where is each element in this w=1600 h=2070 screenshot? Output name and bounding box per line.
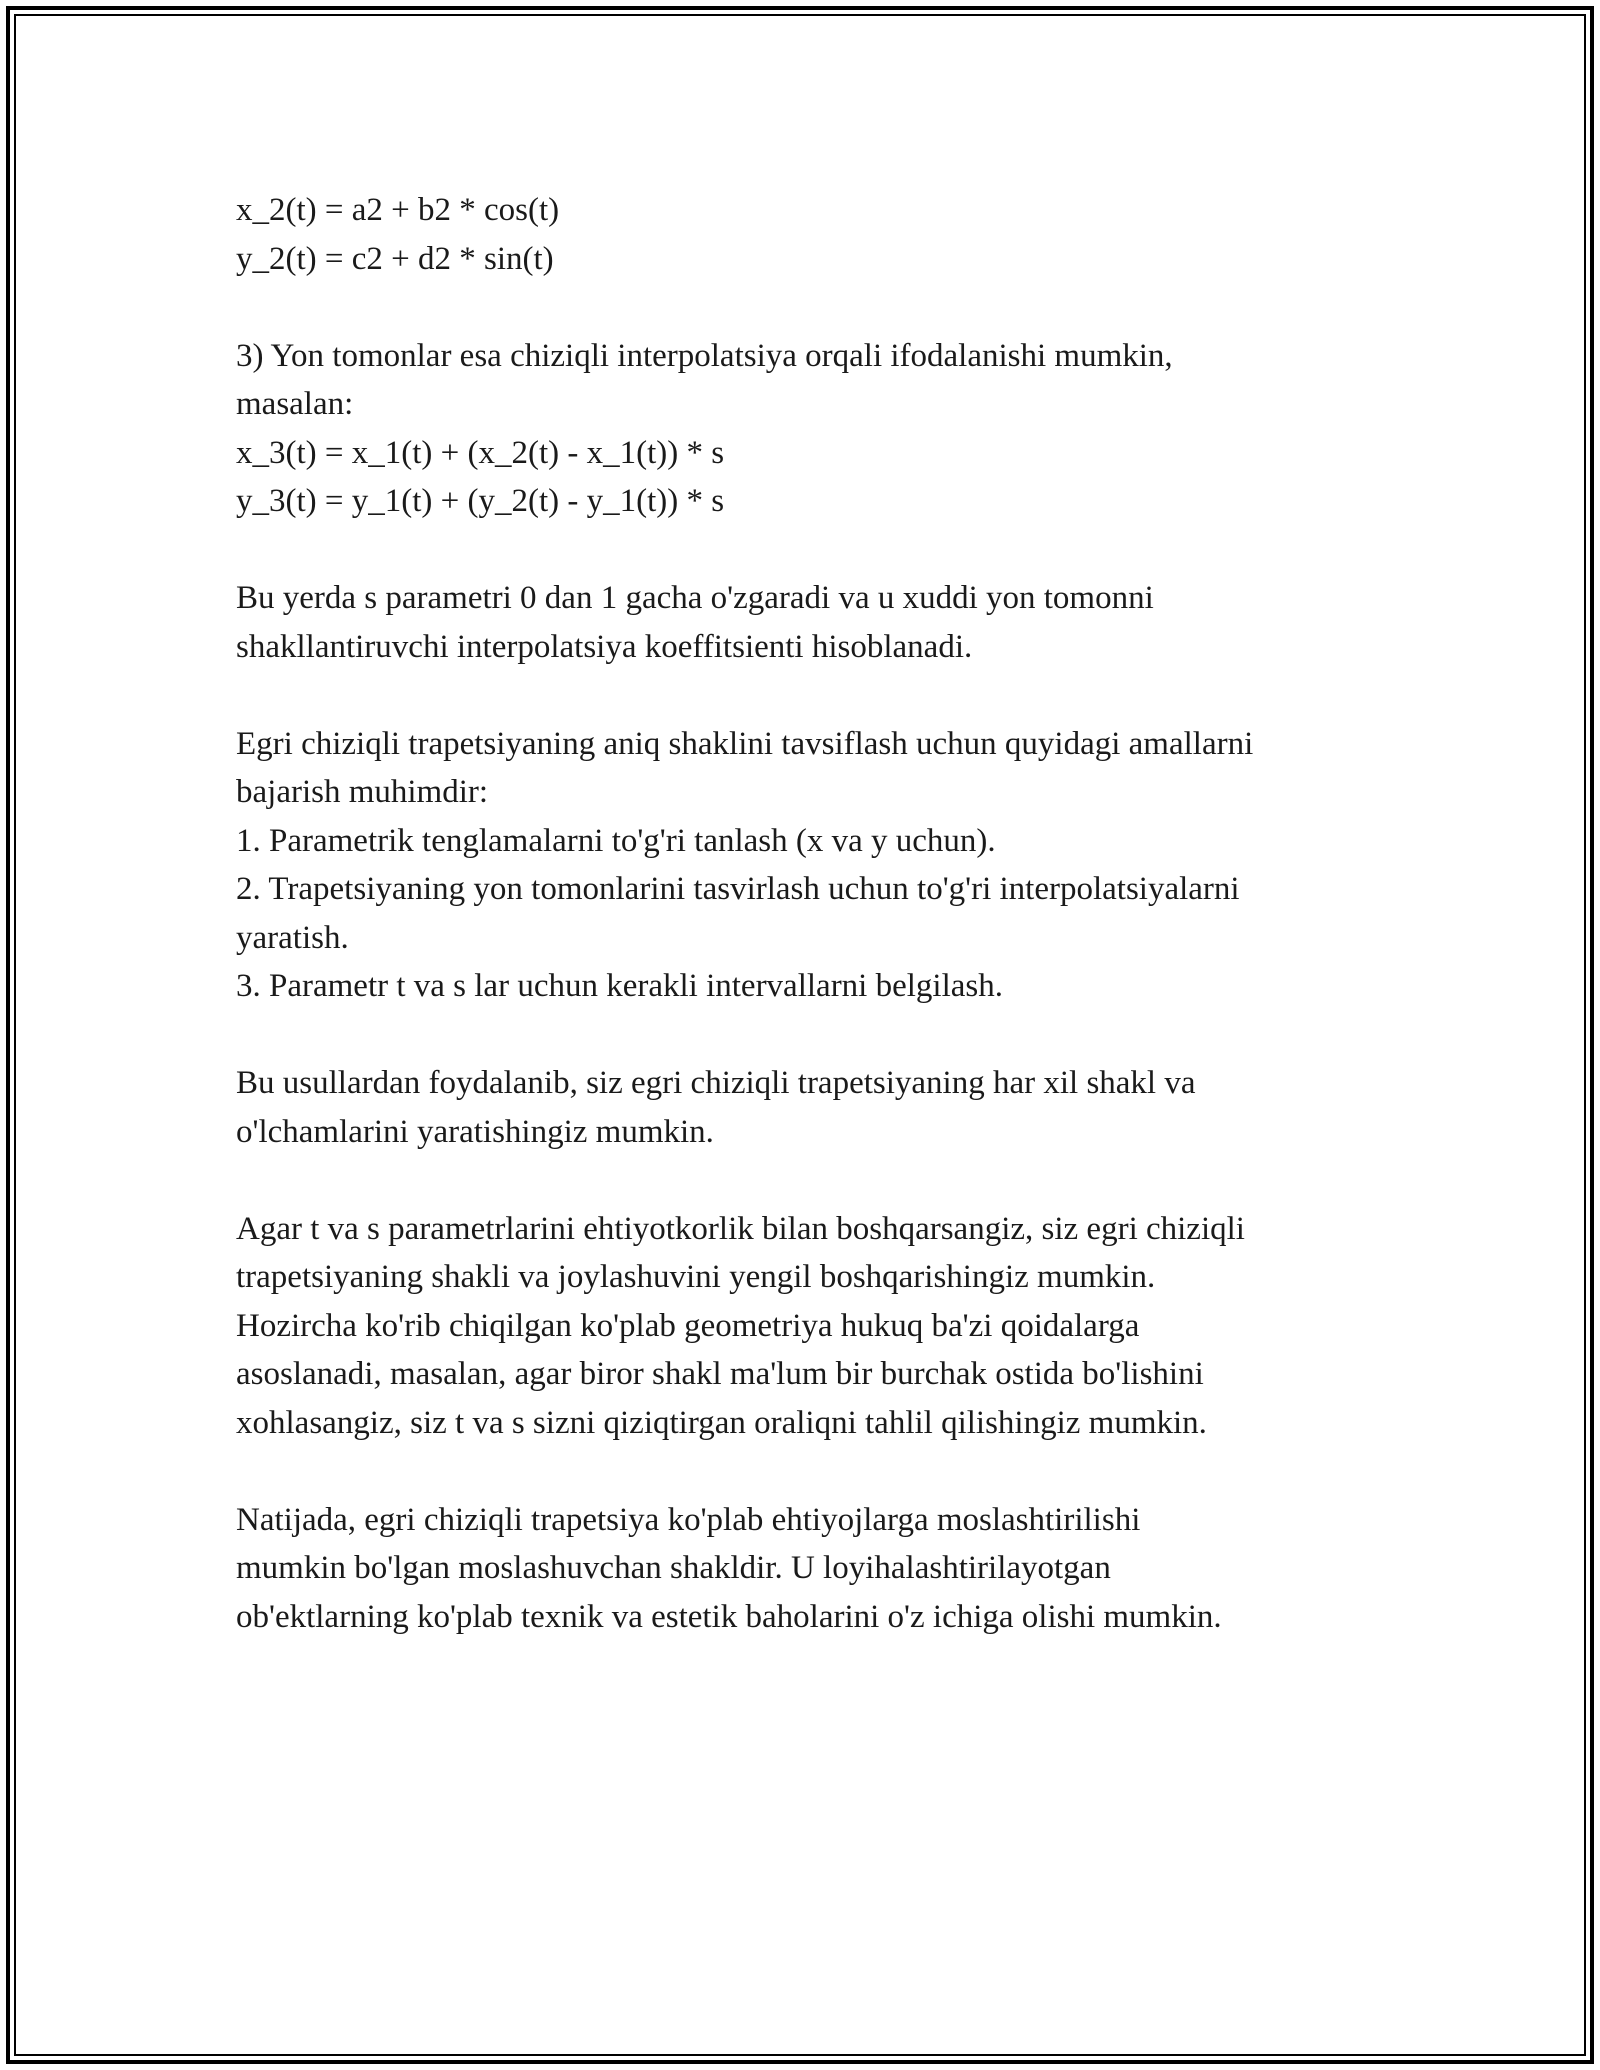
text-line: trapetsiyaning shakli va joylashuvini yengil boshqarishingiz mumkin.	[236, 1259, 1156, 1295]
text-line: Bu usullardan foydalanib, siz egri chiziqli trapetsiyaning har xil shakl va	[236, 1065, 1196, 1101]
paragraph-conclusion	[236, 1496, 1386, 1642]
document-body	[236, 186, 1386, 1690]
text-line: Natijada, egri chiziqli trapetsiya ko'plab ehtiyojlarga moslashtirilishi	[236, 1501, 1141, 1538]
text-line: o'lchamlarini yaratishingiz mumkin.	[236, 1113, 714, 1150]
paragraph-steps-list	[236, 720, 1386, 1011]
text-line: asoslanadi, masalan, agar biror shakl ma'lum bir burchak ostida bo'lishini	[236, 1356, 1204, 1392]
text-line: y_3(t) = y_1(t) + (y_2(t) - y_1(t)) * s	[236, 483, 725, 519]
list-item: 2. Trapetsiyaning yon tomonlarini tasvirlash uchun to'g'ri interpolatsiyalarni	[236, 871, 1240, 907]
text-line: masalan:	[236, 386, 354, 422]
text-line: ob'ektlarning ko'plab texnik va estetik baholarini o'z ichiga olishi mumkin.	[236, 1598, 1222, 1635]
text-line: Egri chiziqli trapetsiyaning aniq shaklini tavsiflash uchun quyidagi amallarni	[236, 725, 1254, 762]
text-line: Agar t va s parametrlarini ehtiyotkorlik bilan boshqarsangiz, siz egri chiziqli	[236, 1210, 1245, 1247]
paragraph-s-parameter	[236, 574, 1386, 671]
paragraph-methods	[236, 1059, 1386, 1156]
text-line: xohlasangiz, siz t va s sizni qiziqtirgan oraliqni tahlil qilishingiz mumkin.	[236, 1404, 1207, 1441]
text-line: y_2(t) = c2 + d2 * sin(t)	[236, 240, 554, 277]
text-line: Bu yerda s parametri 0 dan 1 gacha o'zgaradi va u xuddi yon tomonni	[236, 580, 1154, 616]
text-line: yaratish.	[236, 919, 349, 956]
paragraph-equations-x2-y2	[236, 186, 1386, 283]
text-line: x_3(t) = x_1(t) + (x_2(t) - x_1(t)) * s	[236, 434, 725, 471]
text-line: x_2(t) = a2 + b2 * cos(t)	[236, 192, 560, 228]
text-line: 3) Yon tomonlar esa chiziqli interpolatsiya orqali ifodalanishi mumkin,	[236, 337, 1173, 374]
text-line: bajarish muhimdir:	[236, 774, 489, 810]
text-line: shakllantiruvchi interpolatsiya koeffitsienti hisoblanadi.	[236, 628, 973, 665]
text-line: Hozircha ko'rib chiqilgan ko'plab geometriya hukuq ba'zi qoidalarga	[236, 1307, 1140, 1344]
list-item: 3. Parametr t va s lar uchun kerakli intervallarni belgilash.	[236, 968, 1003, 1004]
list-item: 1. Parametrik tenglamalarni to'g'ri tanlash (x va y uchun).	[236, 822, 996, 859]
text-line: mumkin bo'lgan moslashuvchan shakldir. U loyihalashtirilayotgan	[236, 1550, 1111, 1586]
paragraph-parameter-control	[236, 1205, 1386, 1448]
paragraph-side-interpolation	[236, 332, 1386, 526]
